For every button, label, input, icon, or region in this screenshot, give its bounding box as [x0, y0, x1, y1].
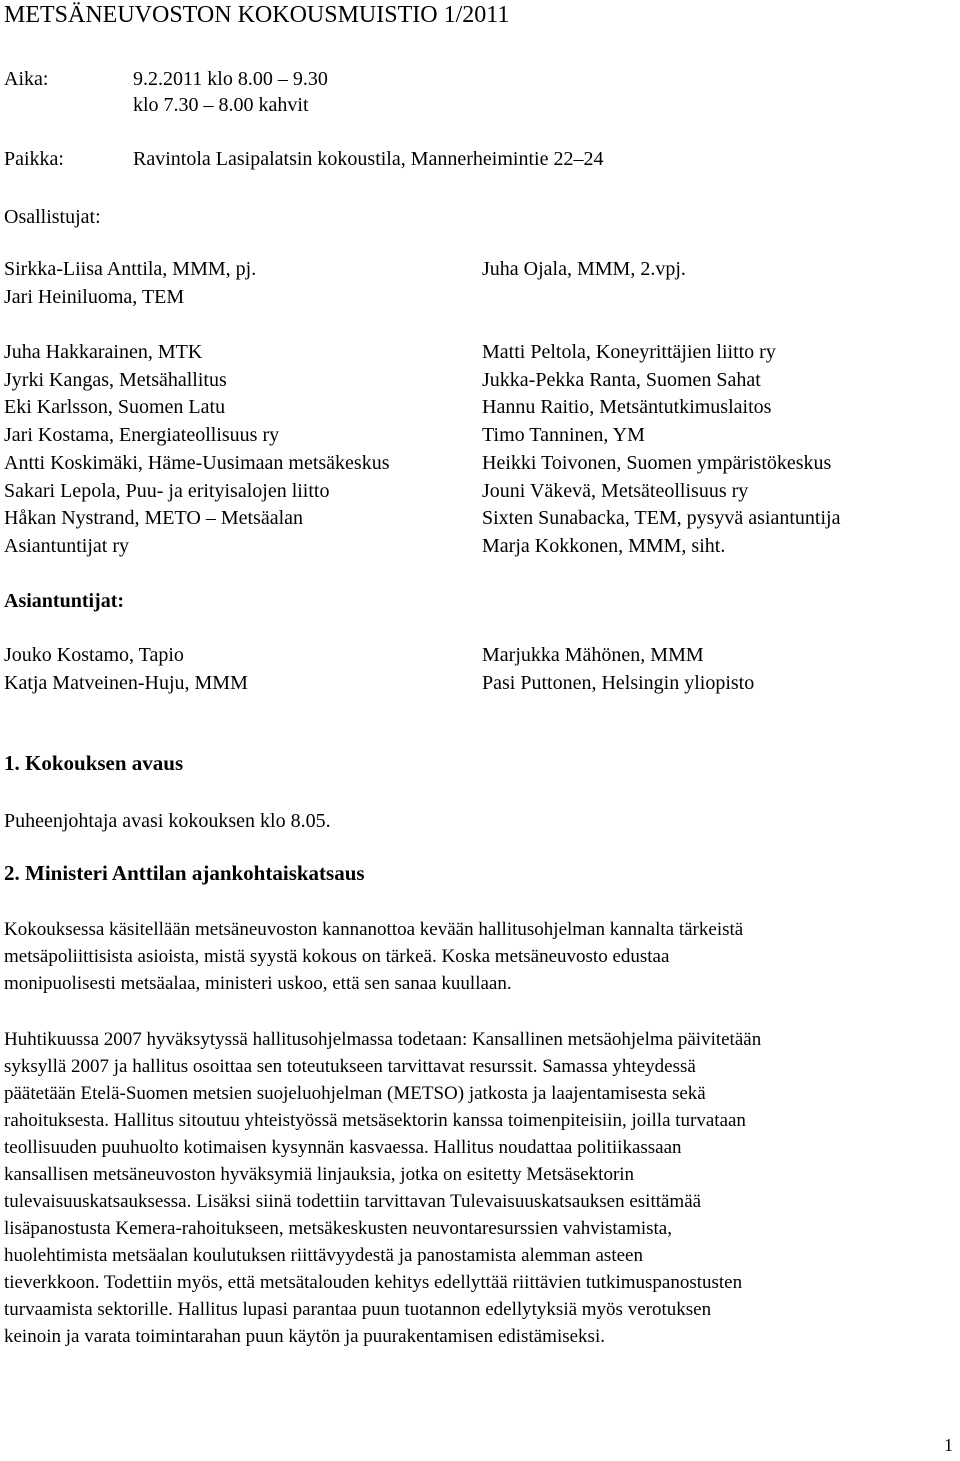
expert-left: Katja Matveinen-Huju, MMM — [4, 672, 248, 694]
participant-right: Jukka-Pekka Ranta, Suomen Sahat — [482, 369, 761, 391]
paragraph-line: Huhtikuussa 2007 hyväksytyssä hallitusohjelmassa todetaan: Kansallinen metsäohjelma päivitetään — [4, 1029, 762, 1050]
participant-right: Marja Kokkonen, MMM, siht. — [482, 535, 726, 557]
participant-left: Juha Hakkarainen, MTK — [4, 341, 203, 363]
participant-left: Asiantuntijat ry — [4, 535, 129, 557]
participant-right: Hannu Raitio, Metsäntutkimuslaitos — [482, 396, 772, 418]
paragraph-line: päätetään Etelä-Suomen metsien suojeluohjelman (METSO) jatkosta ja laajentamisesta sekä — [4, 1083, 706, 1104]
paragraph-line: Kokouksessa käsitellään metsäneuvoston kannanottoa kevään hallitusohjelman kannalta tärkeistä — [4, 919, 744, 940]
participant-left: Jari Kostama, Energiateollisuus ry — [4, 424, 280, 446]
experts-label: Asiantuntijat: — [4, 590, 125, 612]
expert-right: Marjukka Mähönen, MMM — [482, 644, 704, 666]
paragraph-line: teollisuuden puuhuolto kotimaisen kysynnän kasvaessa. Hallitus noudattaa politiikassaan — [4, 1137, 682, 1158]
section-1-text: Puheenjohtaja avasi kokouksen klo 8.05. — [4, 810, 331, 832]
paragraph-line: syksyllä 2007 ja hallitus osoittaa sen toteutukseen tarvittavat resurssit. Samassa yhteydessä — [4, 1056, 696, 1077]
participant-left: Jyrki Kangas, Metsähallitus — [4, 369, 227, 391]
section-2-heading: 2. Ministeri Anttilan ajankohtaiskatsaus — [4, 861, 365, 885]
paragraph-line: metsäpoliittisista asioista, mistä syystä kokous on tärkeä. Koska metsäneuvosto edustaa — [4, 946, 670, 967]
paragraph-line: keinoin ja varata toimintarahan puun käytön ja puurakentamisen edistämiseksi. — [4, 1326, 605, 1347]
participant-right: Timo Tanninen, YM — [482, 424, 645, 446]
aika-value-2: klo 7.30 – 8.00 kahvit — [133, 94, 309, 116]
paragraph-line: turvaamista sektorille. Hallitus lupasi parantaa puun tuotannon edellytyksiä myös verotuksen — [4, 1299, 712, 1320]
document-title: METSÄNEUVOSTON KOKOUSMUISTIO 1/2011 — [4, 2, 510, 28]
paragraph-line: tulevaisuuskatsauksessa. Lisäksi siinä todettiin tarvittavan Tulevaisuuskatsauksen esittämää — [4, 1191, 702, 1212]
paikka-value: Ravintola Lasipalatsin kokoustila, Mannerheimintie 22–24 — [133, 148, 604, 170]
section-2-paragraph-2 — [4, 1026, 944, 1350]
chair-right: Juha Ojala, MMM, 2.vpj. — [482, 258, 686, 280]
osallistujat-label: Osallistujat: — [4, 206, 101, 228]
participant-left: Antti Koskimäki, Häme-Uusimaan metsäkeskus — [4, 452, 390, 474]
paragraph-line: huolehtimista metsäalan koulutuksen riittävyydestä ja panostamista alemman asteen — [4, 1245, 643, 1266]
participant-left: Sakari Lepola, Puu- ja erityisalojen liitto — [4, 480, 330, 502]
expert-left: Jouko Kostamo, Tapio — [4, 644, 184, 666]
paragraph-line: monipuolisesti metsäalaa, ministeri uskoo, että sen sanaa kuullaan. — [4, 973, 512, 994]
participant-left: Eki Karlsson, Suomen Latu — [4, 396, 226, 418]
participant-right: Matti Peltola, Koneyrittäjien liitto ry — [482, 341, 776, 363]
participant-left: Håkan Nystrand, METO – Metsäalan — [4, 507, 304, 529]
paragraph-line: kansallisen metsäneuvoston hyväksymiä linjauksia, jotka on esitetty Metsäsektorin — [4, 1164, 635, 1185]
aika-value-1: 9.2.2011 klo 8.00 – 9.30 — [133, 68, 328, 90]
section-2-paragraph-1 — [4, 916, 944, 997]
participant-right: Sixten Sunabacka, TEM, pysyvä asiantuntija — [482, 507, 841, 529]
chair-left-1: Sirkka-Liisa Anttila, MMM, pj. — [4, 258, 257, 280]
paikka-label: Paikka: — [4, 148, 64, 170]
paragraph-line: tieverkkoon. Todettiin myös, että metsätalouden kehitys edellyttää riittävien tutkimuspanostusten — [4, 1272, 743, 1293]
chair-left-2: Jari Heiniluoma, TEM — [4, 286, 185, 308]
expert-right: Pasi Puttonen, Helsingin yliopisto — [482, 672, 755, 694]
section-1-heading: 1. Kokouksen avaus — [4, 751, 184, 775]
page-number: 1 — [944, 1435, 953, 1455]
paragraph-line: lisäpanostusta Kemera-rahoitukseen, metsäkeskusten neuvontaresurssien vahvistamista, — [4, 1218, 672, 1239]
participant-right: Heikki Toivonen, Suomen ympäristökeskus — [482, 452, 832, 474]
aika-label: Aika: — [4, 68, 49, 90]
paragraph-line: rahoituksesta. Hallitus sitoutuu yhteistyössä metsäsektorin kanssa toimenpiteisiin, joilla turvataan — [4, 1110, 746, 1131]
participant-right: Jouni Väkevä, Metsäteollisuus ry — [482, 480, 749, 502]
